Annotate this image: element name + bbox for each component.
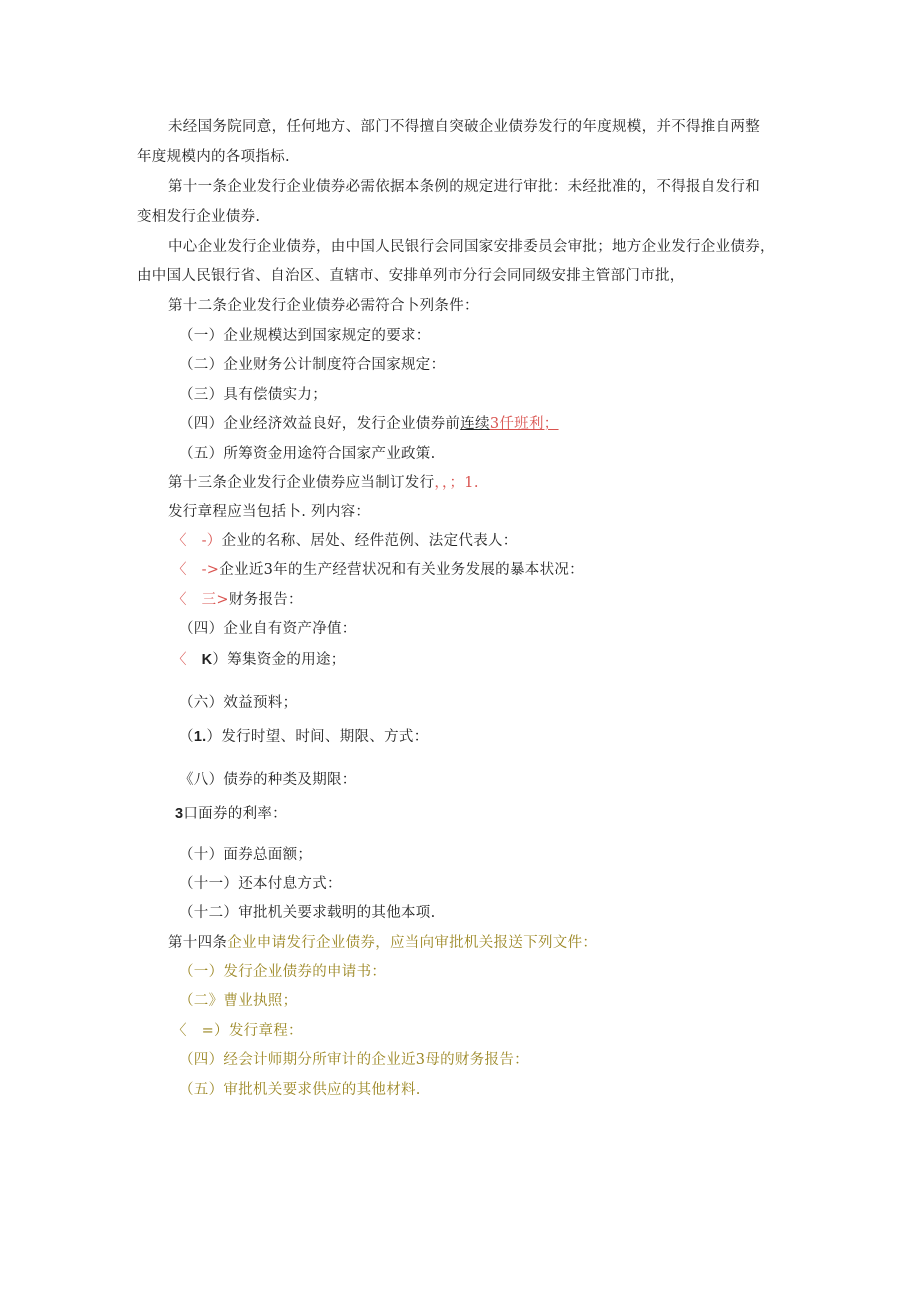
para-1-line-1: 未经国务院同意，任何地方、部门不得擅自突破企业债券发行的年度规模，并不得推自两整 [168, 119, 760, 135]
art12-item-4 [179, 414, 559, 434]
art12-item-5: （五）所筹资金用途符合国家产业政策. [179, 446, 436, 462]
art13-item-5-text: ）筹集资金的用途； [212, 652, 346, 668]
art13-item-9-text: 口面券的利率： [183, 806, 287, 822]
art13-item-7 [179, 727, 429, 747]
art13-item-5-k: K [201, 652, 213, 668]
art13-subheading: 发行章程应当包括卜. 列内容： [168, 504, 371, 520]
art13-heading-text: 第十三条企业发行企业债券应当制订发行 [168, 475, 435, 491]
art13-item-2-marker: 〈 -> [172, 562, 220, 578]
art13-item-7-number: 1. [193, 729, 207, 745]
art14-item-1: （一）发行企业债券的申请书： [179, 964, 387, 980]
art12-item-3: （三）具有偿债实力； [179, 387, 327, 403]
art13-item-10: （十）面券总面额； [179, 847, 313, 863]
para-2-line-1: 第十一条企业发行企业债券必需依据本条例的规定进行审批：未经批准的，不得报自发行和 [168, 179, 760, 195]
art12-item-4-text: （四）企业经济效益良好，发行企业债券前 [179, 416, 461, 432]
art13-item-3 [172, 590, 303, 610]
art13-item-9-number: 3 [175, 806, 184, 822]
art13-item-2-text: 企业近3年的生产经营状况和有关业务发展的暴本状况： [219, 562, 584, 578]
para-3-line-2: 由中国人民银行省、自治区、直辖市、安排单列市分行会同同级安排主管部门市批， [137, 268, 685, 284]
art12-item-4-underlined: 连续 [460, 416, 490, 432]
art14-heading-text: 企业申请发行企业债券，应当向审批机关报送下列文件： [227, 935, 598, 951]
art13-item-5 [172, 650, 346, 670]
art13-item-3-marker: 〈 三> [172, 592, 229, 608]
art12-item-4-red: 3仟班利； [489, 416, 559, 432]
para-1-line-2: 年度规模内的各项指标. [137, 149, 290, 165]
art13-item-1-marker: 〈 -） [172, 533, 222, 549]
art12-item-2: （二）企业财务公计制度符合国家规定： [179, 357, 446, 373]
art13-item-3-text: 财务报告： [228, 592, 303, 608]
art14-item-4: （四）经会计师期分所审计的企业近3母的财务报告： [179, 1052, 529, 1068]
art13-item-11: （十一）还本付息方式： [179, 876, 342, 892]
art13-item-12: （十二）审批机关要求载明的其他本项. [179, 905, 436, 921]
para-3-line-1: 中心企业发行企业债券，由中国人民银行会同国家安排委员会审批；地方企业发行企业债券， [168, 239, 775, 255]
art13-item-8: 《八）债券的种类及期限： [179, 772, 357, 788]
art12-heading: 第十二条企业发行企业债券必需符合卜列条件： [168, 298, 479, 314]
art14-item-5: （五）审批机关要求供应的其他材料. [179, 1082, 421, 1098]
art14-item-3: 〈 =）发行章程： [172, 1023, 303, 1039]
art13-item-1 [172, 531, 518, 551]
art14-item-2: （二》曹业执照； [179, 993, 298, 1009]
art13-item-4: （四）企业自有资产净值： [179, 621, 357, 637]
art14-heading [168, 933, 597, 953]
art13-item-6: （六）效益预料； [179, 695, 298, 711]
art13-item-9 [175, 804, 287, 824]
art13-item-2 [172, 560, 584, 580]
art12-item-1: （一）企业规模达到国家规定的要求： [179, 328, 431, 344]
art14-heading-number: 第十四条 [168, 935, 228, 951]
para-2-line-2: 变相发行企业债券. [137, 209, 261, 225]
art13-item-7-open: （ [179, 729, 194, 745]
art13-heading [168, 473, 479, 493]
art13-item-5-marker: 〈 [172, 652, 202, 668]
art13-heading-red: ，，；1. [434, 475, 479, 491]
art13-item-7-text: ）发行时望、时间、期限、方式： [206, 729, 429, 745]
art13-item-1-text: 企业的名称、居处、经件范例、法定代表人： [221, 533, 518, 549]
